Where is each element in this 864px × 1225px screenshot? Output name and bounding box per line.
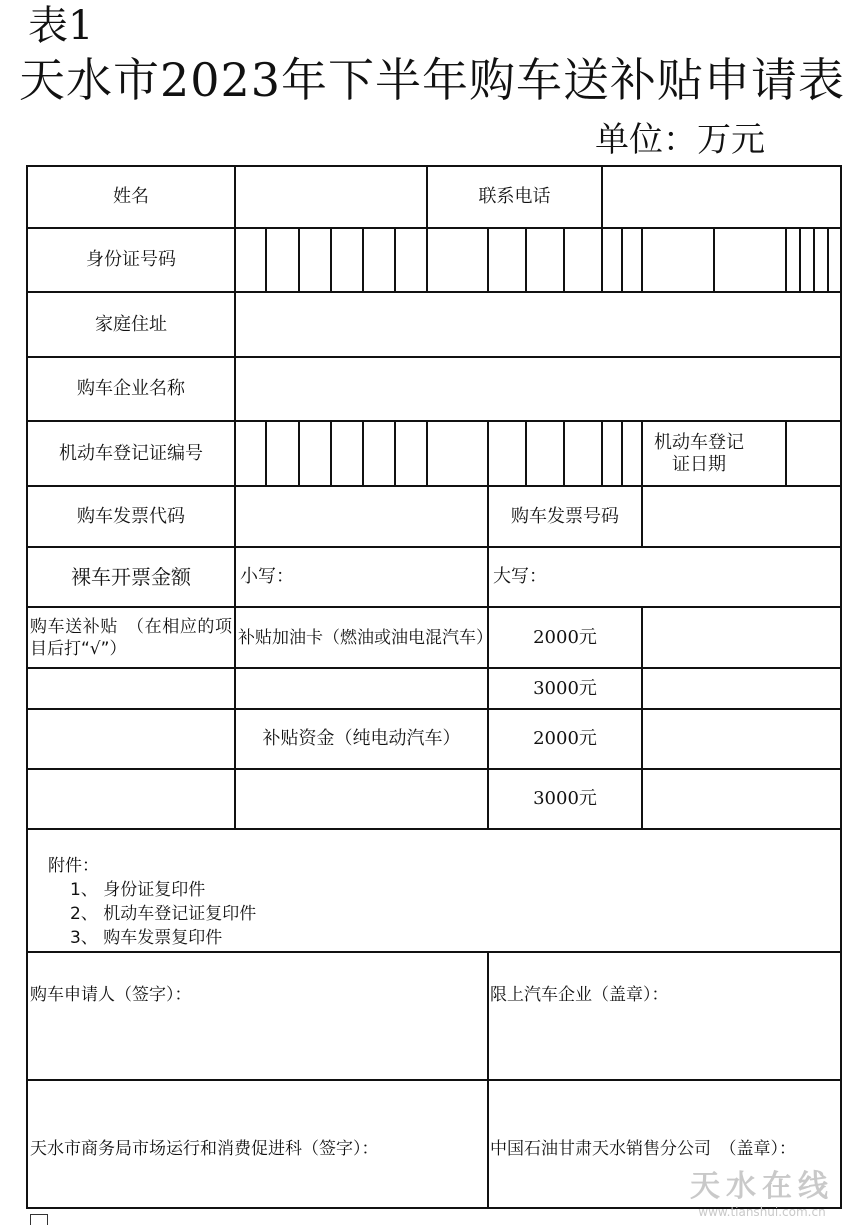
registration-date-label: 机动车登记证日期 xyxy=(654,431,744,475)
registration-number-label: 机动车登记证编号 xyxy=(59,442,203,464)
attachment-item: 2、 机动车登记证复印件 xyxy=(70,904,257,924)
registration-date-field[interactable] xyxy=(787,422,840,485)
amount-uppercase-field[interactable]: 大写： xyxy=(493,566,547,587)
attachment-item: 1、 身份证复印件 xyxy=(70,880,206,900)
fuel-card-label: 补贴加油卡（燃油或油电混汽车） xyxy=(238,627,493,648)
vehicle-amount-label: 裸车开票金额 xyxy=(71,565,191,589)
row-divider xyxy=(26,828,842,830)
attachments-title: 附件： xyxy=(48,856,99,876)
fuel-card-2000: 2000元 xyxy=(533,626,597,648)
watermark-url: www.tianshui.com.cn xyxy=(698,1205,826,1219)
petrochina-seal-label: 中国石油甘肃天水销售分公司 （盖章）： xyxy=(490,1139,796,1159)
amount-lowercase-field[interactable]: 小写： xyxy=(240,566,294,587)
address-field[interactable] xyxy=(236,293,840,356)
cash-2000: 2000元 xyxy=(533,728,597,749)
row-divider xyxy=(26,1079,842,1081)
subsidy-label: 购车送补贴 （在相应的项目后打“√”） xyxy=(30,616,232,659)
fuel-card-2000-check[interactable] xyxy=(643,608,840,667)
fuel-card-3000-check[interactable] xyxy=(643,669,840,708)
cash-2000-check[interactable] xyxy=(643,710,840,768)
attachment-item: 3、 购车发票复印件 xyxy=(70,928,223,948)
page-title: 天水市2023年下半年购车送补贴申请表 xyxy=(18,53,846,107)
page-corner-mark xyxy=(30,1214,48,1225)
invoice-number-label: 购车发票号码 xyxy=(511,505,619,527)
applicant-signature-label: 购车申请人（签字）： xyxy=(30,985,192,1005)
registration-number-field[interactable] xyxy=(236,422,641,485)
id-number-field[interactable] xyxy=(236,229,840,291)
fuel-card-3000: 3000元 xyxy=(533,677,597,699)
cash-3000: 3000元 xyxy=(533,788,597,809)
col-divider xyxy=(487,951,489,1209)
row-divider xyxy=(26,951,842,953)
watermark-text: 天水在线 xyxy=(690,1169,834,1204)
company-field[interactable] xyxy=(236,358,840,420)
cash-subsidy-label: 补贴资金（纯电动汽车） xyxy=(262,728,461,749)
unit-label: 单位：万元 xyxy=(595,120,765,160)
cash-3000-check[interactable] xyxy=(643,770,840,828)
phone-label: 联系电话 xyxy=(478,186,551,207)
phone-field[interactable] xyxy=(603,167,840,227)
bureau-signature-label: 天水市商务局市场运行和消费促进科（签字）： xyxy=(30,1139,379,1159)
invoice-code-field[interactable] xyxy=(236,487,487,546)
address-label: 家庭住址 xyxy=(95,313,167,335)
table-label: 表1 xyxy=(28,3,94,49)
invoice-number-field[interactable] xyxy=(643,487,840,546)
site-watermark xyxy=(672,1161,852,1217)
attachments-section xyxy=(48,854,256,950)
company-label: 购车企业名称 xyxy=(77,378,185,399)
id-number-label: 身份证号码 xyxy=(86,249,176,270)
name-label: 姓名 xyxy=(113,186,149,207)
invoice-code-label: 购车发票代码 xyxy=(77,505,185,527)
name-field[interactable] xyxy=(236,167,426,227)
enterprise-seal-label: 限上汽车企业（盖章）： xyxy=(490,985,669,1005)
